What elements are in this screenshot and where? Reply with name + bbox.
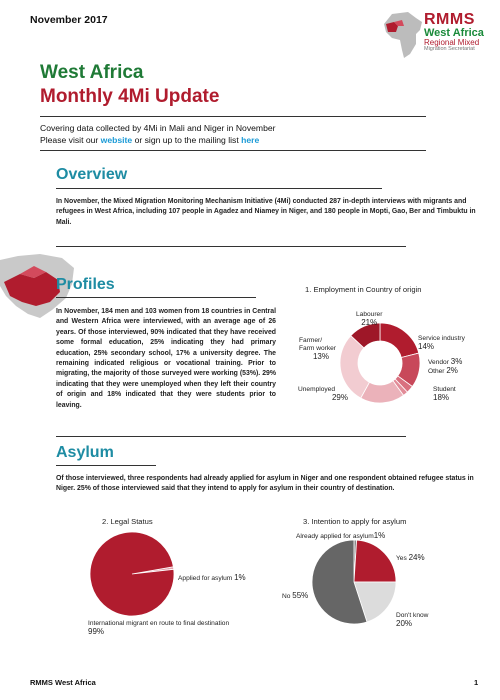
- chart2-label: Applied for asylum: [178, 575, 233, 582]
- africa-map-icon: [382, 10, 426, 60]
- logo-line3: Regional Mixed: [424, 38, 480, 47]
- chart1-value: 13%: [312, 352, 329, 361]
- logo-name: RMMS: [424, 11, 475, 28]
- overview-heading: Overview: [56, 166, 128, 183]
- chart2-title: 2. Legal Status: [102, 517, 153, 526]
- chart2-label: International migrant en route to final destination: [88, 620, 230, 627]
- intro-line2-pre: Please visit our: [40, 135, 101, 145]
- page-number: 1: [474, 678, 479, 687]
- website-link[interactable]: website: [100, 135, 133, 145]
- chart3-label: No: [282, 593, 291, 600]
- logo-line4: Migration Secretariat: [424, 46, 475, 52]
- intro-line2-mid: or sign up to the mailing list: [132, 135, 242, 145]
- chart1-value: 18%: [433, 393, 450, 402]
- chart3-title: 3. Intention to apply for asylum: [303, 517, 407, 526]
- rmms-logo: [382, 10, 492, 62]
- asylum-intention-pie-chart: [312, 540, 396, 624]
- chart1-value: 14%: [418, 342, 435, 351]
- intro-line1: Covering data collected by 4Mi in Mali and Niger in November: [40, 123, 276, 133]
- chart2-value: 99%: [88, 627, 105, 636]
- divider: [56, 246, 406, 247]
- legal-status-slice-international-migrant-en-route-to-final-destination: [90, 532, 174, 616]
- intro: [40, 122, 276, 146]
- employment-slice-labourer: [380, 323, 419, 358]
- chart3-label: Don't know: [396, 612, 429, 619]
- divider: [56, 297, 256, 298]
- chart1-label: Labourer: [356, 311, 383, 318]
- chart1-label: Farmer/ Farm worker: [299, 337, 336, 352]
- title-update: Monthly 4Mi Update: [40, 86, 220, 107]
- divider: [56, 465, 156, 466]
- logo-region: West Africa: [424, 27, 484, 39]
- chart3-label: Already applied for asylum: [296, 533, 374, 540]
- chart1-label: Vendor: [428, 359, 449, 366]
- asylum-text: Of those interviewed, three respondents had already applied for asylum in Niger and one respondent obtained refugee status in Niger. 25% of those interviewed said that they intend to apply for asylum in their country of destination.: [56, 475, 474, 493]
- profiles-text: In November, 184 men and 103 women from 18 countries in Central and Western Africa were interviewed, with an average age of 26 years. Of those interviewed, 90% indicated that they have received some formal education, 25% indicating they had primary education, 25% secondary school, 17% a university degree. The remaining indicated religious or vocational training. Prior to migrating, the majority of those surveyed were working (53%). 29% indicating that they were unemployed when they left their country of origin and 18% indicated that they were students prior to leaving.: [56, 308, 276, 409]
- asylum-heading: Asylum: [56, 444, 114, 461]
- intention-slice-yes: [354, 540, 396, 582]
- chart1-label: Student: [433, 386, 456, 393]
- chart1-title: 1. Employment in Country of origin: [305, 285, 422, 294]
- divider: [40, 116, 426, 117]
- chart1-value: 2%: [446, 366, 458, 375]
- chart1-value: 3%: [450, 357, 463, 366]
- divider: [56, 188, 382, 189]
- chart3-value: 24%: [408, 553, 425, 562]
- mailing-list-link[interactable]: here: [241, 135, 260, 145]
- chart3-value: 20%: [396, 619, 413, 628]
- chart1-label: Unemployed: [298, 386, 336, 393]
- footer-org: RMMS West Africa: [30, 678, 96, 687]
- report-date: November 2017: [30, 14, 108, 26]
- title-region: West Africa: [40, 62, 144, 83]
- chart1-value: 29%: [331, 393, 348, 402]
- legal-status-pie-chart: [90, 532, 174, 616]
- employment-donut-chart: [340, 323, 420, 403]
- chart3-value: 55%: [292, 591, 309, 600]
- chart3-label: Yes: [396, 555, 407, 562]
- chart2-value: 1%: [234, 573, 246, 582]
- chart3-value: 1%: [373, 531, 386, 540]
- divider: [56, 436, 406, 437]
- chart1-label: Service industry: [418, 335, 465, 342]
- overview-text: In November, the Mixed Migration Monitoring Mechanism Initiative (4Mi) conducted 287 in-depth interviews with migrants and refugees in West Africa, including 107 people in Agadez and Niamey in Niger, and 180 people in Mopti, Gao, Ber and Timbuktu in Mali.: [56, 198, 476, 226]
- profiles-heading: Profiles: [56, 276, 115, 293]
- divider: [40, 150, 426, 151]
- chart1-value: 21%: [361, 318, 378, 327]
- chart1-label: Other: [428, 368, 445, 375]
